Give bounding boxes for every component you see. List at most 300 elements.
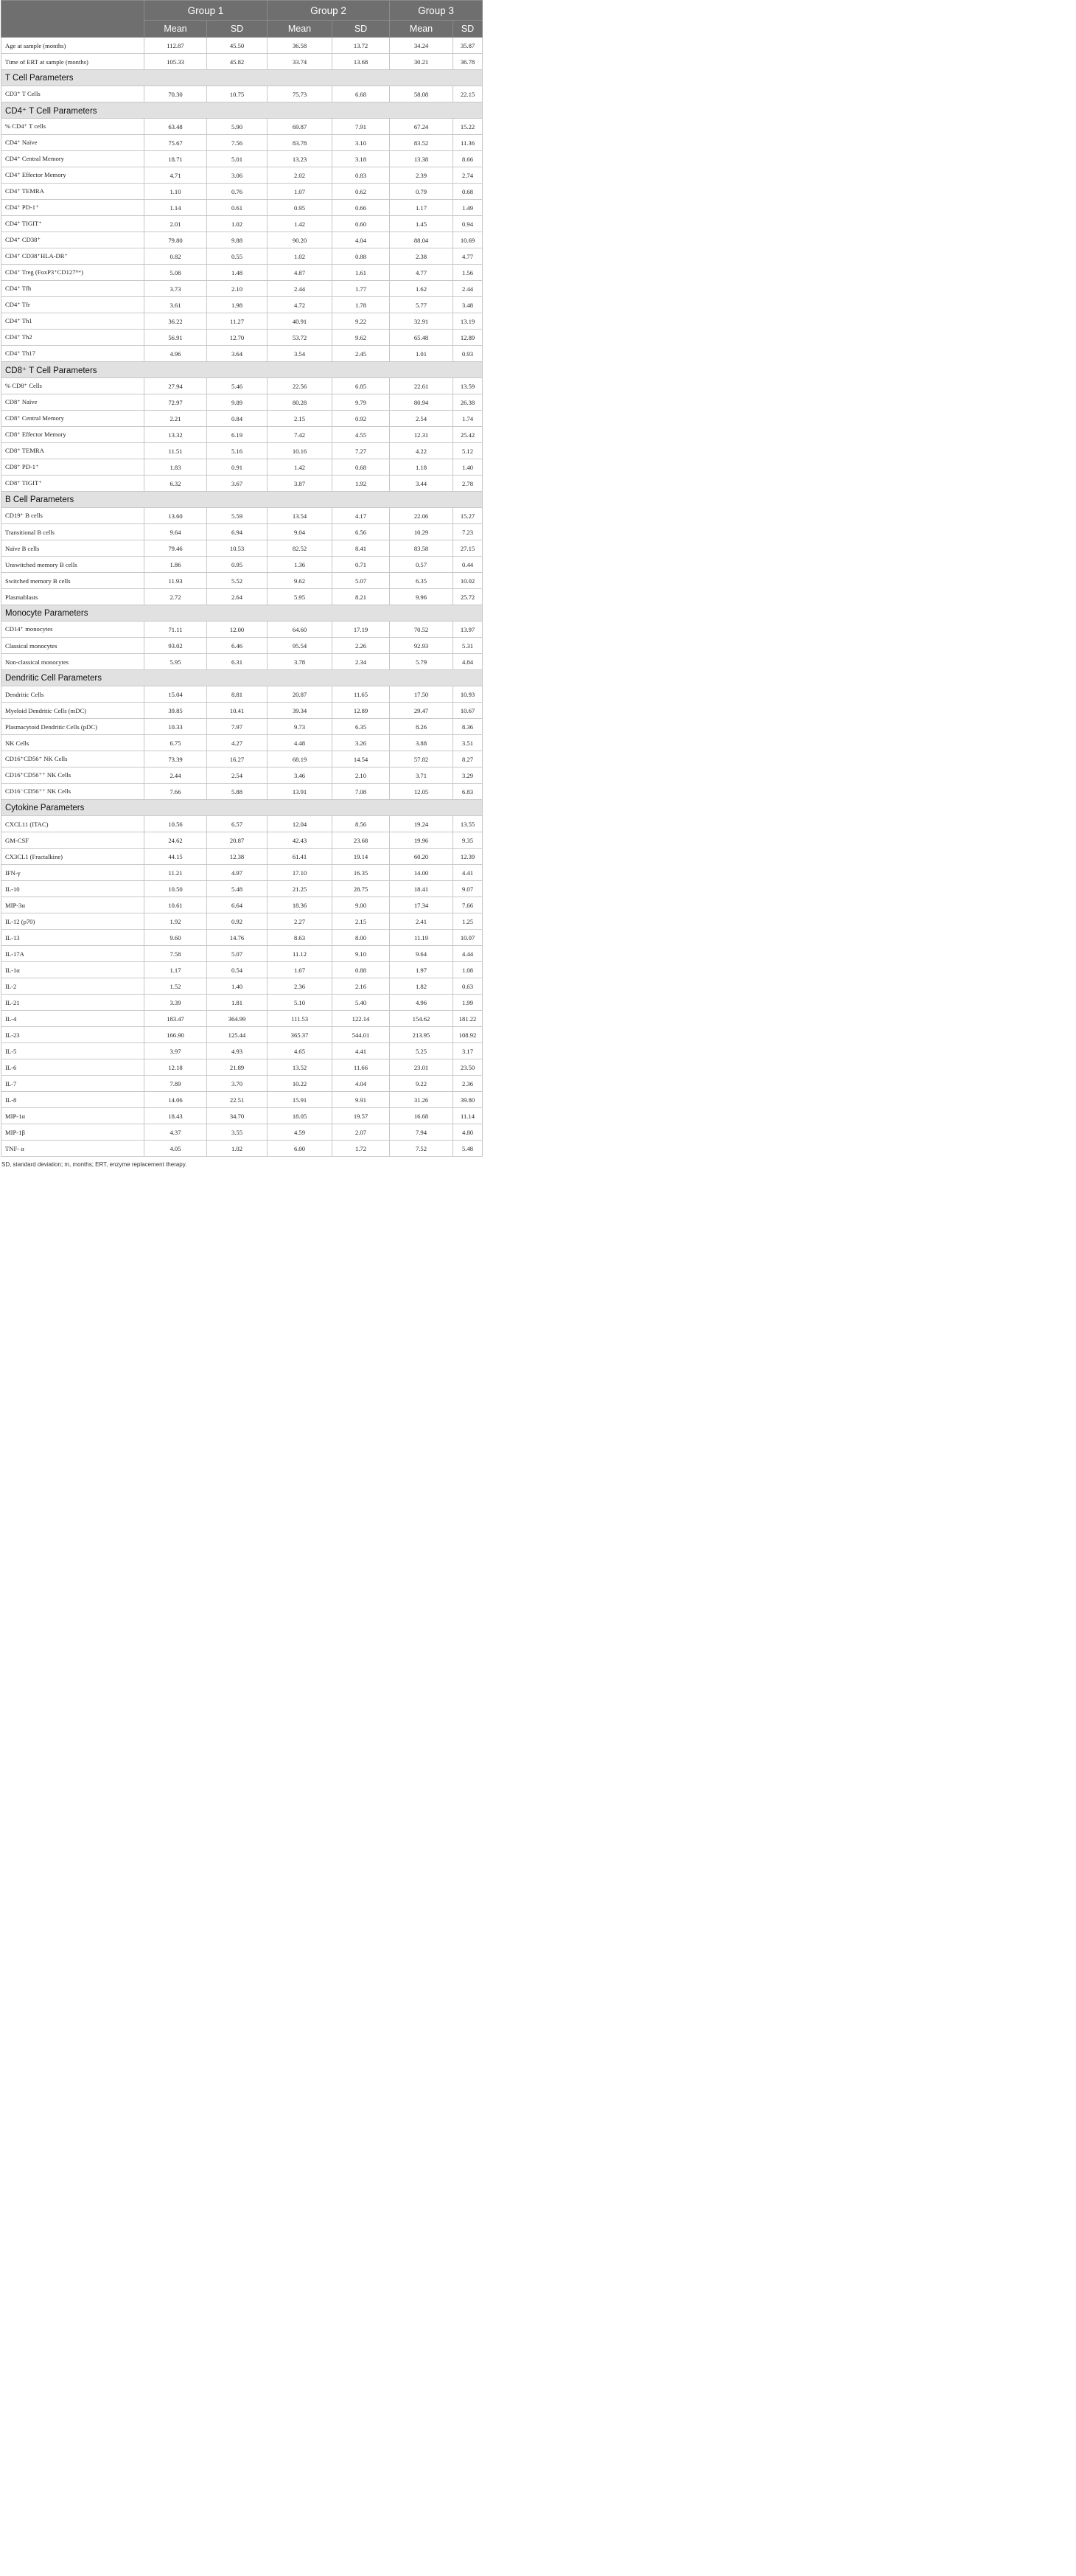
- sd-header: SD: [207, 21, 268, 38]
- sd-cell: 0.84: [207, 411, 268, 427]
- row-label: CD4⁺ Effector Memory: [1, 167, 144, 184]
- sd-cell: 2.78: [453, 476, 483, 492]
- sd-cell: 12.70: [207, 330, 268, 346]
- section-header-row: [1, 70, 483, 86]
- sd-cell: 0.60: [332, 216, 390, 232]
- mean-cell: 7.94: [390, 1124, 453, 1141]
- group-header-row: [1, 1, 483, 21]
- mean-cell: 15.04: [144, 686, 207, 703]
- table-footnote: SD, standard deviation; m, months; ERT, enzyme replacement therapy.: [1, 1161, 187, 1168]
- sd-cell: 1.56: [453, 265, 483, 281]
- sd-cell: 9.35: [453, 832, 483, 849]
- row-label: CD4⁺ CD38⁺: [1, 232, 144, 248]
- mean-cell: 13.60: [144, 508, 207, 524]
- sd-cell: 1.98: [207, 297, 268, 313]
- sd-cell: 19.57: [332, 1108, 390, 1124]
- row-label: CD3⁺ T Cells: [1, 86, 144, 102]
- sd-cell: 10.67: [453, 703, 483, 719]
- sd-cell: 8.41: [332, 540, 390, 557]
- sd-cell: 9.10: [332, 946, 390, 962]
- mean-cell: 83.58: [390, 540, 453, 557]
- row-label: IL-1α: [1, 962, 144, 978]
- sd-cell: 6.19: [207, 427, 268, 443]
- section-header-row: [1, 492, 483, 508]
- sd-cell: 3.06: [207, 167, 268, 184]
- mean-cell: 83.78: [268, 135, 332, 151]
- mean-cell: 5.10: [268, 995, 332, 1011]
- sd-cell: 5.48: [453, 1141, 483, 1157]
- mean-cell: 19.96: [390, 832, 453, 849]
- section-title: Monocyte Parameters: [1, 605, 483, 622]
- mean-cell: 4.22: [390, 443, 453, 459]
- mean-cell: 13.38: [390, 151, 453, 167]
- mean-cell: 18.43: [144, 1108, 207, 1124]
- mean-cell: 13.32: [144, 427, 207, 443]
- table-row: [1, 913, 483, 930]
- sd-cell: 45.82: [207, 54, 268, 70]
- row-label: CD16⁺CD56⁺⁺ NK Cells: [1, 767, 144, 784]
- mean-cell: 4.96: [144, 346, 207, 362]
- sd-cell: 5.88: [207, 784, 268, 800]
- sd-cell: 13.59: [453, 378, 483, 394]
- table-row: [1, 589, 483, 605]
- table-row: [1, 200, 483, 216]
- row-label: Unswitched memory B cells: [1, 557, 144, 573]
- sd-cell: 10.41: [207, 703, 268, 719]
- row-label: IL-8: [1, 1092, 144, 1108]
- mean-cell: 1.86: [144, 557, 207, 573]
- row-label: IFN-γ: [1, 865, 144, 881]
- mean-cell: 27.94: [144, 378, 207, 394]
- mean-cell: 6.35: [390, 573, 453, 589]
- sd-cell: 13.19: [453, 313, 483, 330]
- mean-cell: 1.83: [144, 459, 207, 476]
- sd-cell: 16.27: [207, 751, 268, 767]
- mean-cell: 1.67: [268, 962, 332, 978]
- table-row: [1, 995, 483, 1011]
- table-row: [1, 508, 483, 524]
- mean-cell: 1.52: [144, 978, 207, 995]
- mean-cell: 14.06: [144, 1092, 207, 1108]
- mean-cell: 4.37: [144, 1124, 207, 1141]
- sd-cell: 2.36: [453, 1076, 483, 1092]
- mean-cell: 183.47: [144, 1011, 207, 1027]
- mean-cell: 2.21: [144, 411, 207, 427]
- mean-cell: 57.82: [390, 751, 453, 767]
- sd-cell: 0.61: [207, 200, 268, 216]
- sd-cell: 14.76: [207, 930, 268, 946]
- sd-cell: 2.64: [207, 589, 268, 605]
- table-row: [1, 557, 483, 573]
- row-label: MIP-1β: [1, 1124, 144, 1141]
- sd-cell: 1.49: [453, 200, 483, 216]
- table-row: [1, 119, 483, 135]
- mean-cell: 75.67: [144, 135, 207, 151]
- sd-cell: 0.54: [207, 962, 268, 978]
- mean-cell: 11.12: [268, 946, 332, 962]
- mean-cell: 21.25: [268, 881, 332, 897]
- section-header-row: [1, 670, 483, 686]
- sd-cell: 5.07: [207, 946, 268, 962]
- mean-cell: 44.15: [144, 849, 207, 865]
- mean-cell: 12.04: [268, 816, 332, 832]
- sd-cell: 4.80: [453, 1124, 483, 1141]
- mean-cell: 111.53: [268, 1011, 332, 1027]
- mean-cell: 58.08: [390, 86, 453, 102]
- sd-cell: 7.27: [332, 443, 390, 459]
- row-label: NK Cells: [1, 735, 144, 751]
- sd-cell: 6.31: [207, 654, 268, 670]
- table-row: [1, 135, 483, 151]
- row-label: GM-CSF: [1, 832, 144, 849]
- mean-cell: 2.39: [390, 167, 453, 184]
- row-label: CD4⁺ TIGIT⁺: [1, 216, 144, 232]
- row-label: CD4⁺ Th2: [1, 330, 144, 346]
- mean-cell: 68.19: [268, 751, 332, 767]
- sd-cell: 12.89: [453, 330, 483, 346]
- sd-cell: 4.27: [207, 735, 268, 751]
- sd-cell: 3.67: [207, 476, 268, 492]
- mean-cell: 6.00: [268, 1141, 332, 1157]
- row-label: CD8⁺ Central Memory: [1, 411, 144, 427]
- table-row: [1, 962, 483, 978]
- mean-cell: 65.48: [390, 330, 453, 346]
- row-label: Myeloid Dendritic Cells (mDC): [1, 703, 144, 719]
- sd-cell: 11.65: [332, 686, 390, 703]
- section-header-row: [1, 362, 483, 378]
- table-row: [1, 38, 483, 54]
- section-header-row: [1, 605, 483, 622]
- mean-cell: 12.31: [390, 427, 453, 443]
- sd-cell: 13.55: [453, 816, 483, 832]
- mean-cell: 0.82: [144, 248, 207, 265]
- table-row: [1, 654, 483, 670]
- table-row: [1, 816, 483, 832]
- mean-cell: 1.14: [144, 200, 207, 216]
- mean-cell: 3.39: [144, 995, 207, 1011]
- sd-cell: 2.45: [332, 346, 390, 362]
- table-row: [1, 784, 483, 800]
- sd-cell: 1.92: [332, 476, 390, 492]
- row-label: IL-17A: [1, 946, 144, 962]
- row-label: CD4⁺ Th17: [1, 346, 144, 362]
- sd-cell: 6.56: [332, 524, 390, 540]
- row-label: Time of ERT at sample (months): [1, 54, 144, 70]
- sd-cell: 22.51: [207, 1092, 268, 1108]
- sd-cell: 2.34: [332, 654, 390, 670]
- mean-cell: 70.52: [390, 622, 453, 638]
- table-row: [1, 1027, 483, 1043]
- table-row: [1, 1059, 483, 1076]
- row-label: IL-6: [1, 1059, 144, 1076]
- mean-cell: 5.08: [144, 265, 207, 281]
- sd-cell: 34.70: [207, 1108, 268, 1124]
- mean-cell: 2.41: [390, 913, 453, 930]
- mean-cell: 9.60: [144, 930, 207, 946]
- mean-cell: 69.87: [268, 119, 332, 135]
- sd-cell: 27.15: [453, 540, 483, 557]
- mean-cell: 4.96: [390, 995, 453, 1011]
- mean-cell: 5.25: [390, 1043, 453, 1059]
- mean-cell: 67.24: [390, 119, 453, 135]
- sd-cell: 0.68: [453, 184, 483, 200]
- table-row: [1, 832, 483, 849]
- sd-cell: 5.59: [207, 508, 268, 524]
- mean-cell: 10.33: [144, 719, 207, 735]
- mean-cell: 1.01: [390, 346, 453, 362]
- sd-header: SD: [453, 21, 483, 38]
- sd-cell: 1.78: [332, 297, 390, 313]
- sd-cell: 11.36: [453, 135, 483, 151]
- sd-cell: 0.88: [332, 962, 390, 978]
- mean-cell: 0.57: [390, 557, 453, 573]
- sd-cell: 4.84: [453, 654, 483, 670]
- row-label: IL-12 (p70): [1, 913, 144, 930]
- sd-cell: 5.46: [207, 378, 268, 394]
- mean-cell: 36.58: [268, 38, 332, 54]
- mean-cell: 0.95: [268, 200, 332, 216]
- mean-cell: 80.94: [390, 394, 453, 411]
- sd-cell: 5.16: [207, 443, 268, 459]
- sd-cell: 1.74: [453, 411, 483, 427]
- row-label: CD4⁺ Th1: [1, 313, 144, 330]
- sd-cell: 13.68: [332, 54, 390, 70]
- mean-cell: 17.34: [390, 897, 453, 913]
- mean-cell: 82.52: [268, 540, 332, 557]
- mean-cell: 92.93: [390, 638, 453, 654]
- mean-cell: 1.42: [268, 216, 332, 232]
- table-row: [1, 946, 483, 962]
- sd-cell: 0.92: [207, 913, 268, 930]
- mean-cell: 5.77: [390, 297, 453, 313]
- row-label: MIP-1α: [1, 1108, 144, 1124]
- mean-cell: 11.21: [144, 865, 207, 881]
- row-label: CD8⁺ TIGIT⁺: [1, 476, 144, 492]
- table-row: [1, 881, 483, 897]
- sd-cell: 4.41: [332, 1043, 390, 1059]
- sd-cell: 6.46: [207, 638, 268, 654]
- sd-cell: 108.92: [453, 1027, 483, 1043]
- sd-cell: 6.64: [207, 897, 268, 913]
- table-row: [1, 1141, 483, 1157]
- sd-cell: 23.68: [332, 832, 390, 849]
- table-row: [1, 638, 483, 654]
- mean-cell: 72.97: [144, 394, 207, 411]
- mean-cell: 1.18: [390, 459, 453, 476]
- sd-cell: 1.25: [453, 913, 483, 930]
- mean-cell: 8.26: [390, 719, 453, 735]
- sd-cell: 4.97: [207, 865, 268, 881]
- mean-cell: 9.64: [144, 524, 207, 540]
- sd-cell: 2.10: [332, 767, 390, 784]
- mean-cell: 13.52: [268, 1059, 332, 1076]
- sd-cell: 2.74: [453, 167, 483, 184]
- sd-cell: 8.21: [332, 589, 390, 605]
- sd-cell: 9.91: [332, 1092, 390, 1108]
- sd-cell: 364.99: [207, 1011, 268, 1027]
- table-row: [1, 86, 483, 102]
- mean-cell: 88.04: [390, 232, 453, 248]
- sd-cell: 11.66: [332, 1059, 390, 1076]
- sd-cell: 3.17: [453, 1043, 483, 1059]
- sd-cell: 35.87: [453, 38, 483, 54]
- sd-cell: 1.02: [207, 1141, 268, 1157]
- sd-cell: 3.51: [453, 735, 483, 751]
- mean-cell: 1.17: [390, 200, 453, 216]
- sd-cell: 544.01: [332, 1027, 390, 1043]
- mean-cell: 2.27: [268, 913, 332, 930]
- mean-cell: 24.62: [144, 832, 207, 849]
- table-row: [1, 897, 483, 913]
- sd-cell: 7.91: [332, 119, 390, 135]
- sd-cell: 2.07: [332, 1124, 390, 1141]
- mean-cell: 64.60: [268, 622, 332, 638]
- mean-cell: 70.30: [144, 86, 207, 102]
- sd-cell: 2.16: [332, 978, 390, 995]
- sd-cell: 0.83: [332, 167, 390, 184]
- mean-cell: 10.61: [144, 897, 207, 913]
- row-label: CD4⁺ PD-1⁺: [1, 200, 144, 216]
- sd-cell: 25.42: [453, 427, 483, 443]
- table-row: [1, 1011, 483, 1027]
- sd-cell: 10.02: [453, 573, 483, 589]
- row-label: Naïve B cells: [1, 540, 144, 557]
- sd-cell: 4.04: [332, 1076, 390, 1092]
- mean-cell: 12.05: [390, 784, 453, 800]
- row-label: Dendritic Cells: [1, 686, 144, 703]
- mean-cell: 32.91: [390, 313, 453, 330]
- sd-cell: 0.76: [207, 184, 268, 200]
- sd-cell: 6.57: [207, 816, 268, 832]
- sd-cell: 1.77: [332, 281, 390, 297]
- mean-cell: 11.51: [144, 443, 207, 459]
- mean-cell: 2.01: [144, 216, 207, 232]
- mean-cell: 79.80: [144, 232, 207, 248]
- mean-cell: 1.17: [144, 962, 207, 978]
- sd-cell: 5.12: [453, 443, 483, 459]
- row-label: CD4⁺ Tfr: [1, 297, 144, 313]
- mean-cell: 3.78: [268, 654, 332, 670]
- sd-cell: 4.44: [453, 946, 483, 962]
- group-3-header: Group 3: [390, 1, 483, 21]
- data-table: [1, 0, 483, 1157]
- row-label: CD4⁺ CD38⁺HLA-DR⁺: [1, 248, 144, 265]
- mean-cell: 63.48: [144, 119, 207, 135]
- sd-cell: 0.91: [207, 459, 268, 476]
- mean-cell: 0.79: [390, 184, 453, 200]
- mean-cell: 1.82: [390, 978, 453, 995]
- row-label: % CD4⁺ T cells: [1, 119, 144, 135]
- mean-cell: 5.79: [390, 654, 453, 670]
- row-label: IL-2: [1, 978, 144, 995]
- sd-cell: 0.93: [453, 346, 483, 362]
- sd-cell: 10.53: [207, 540, 268, 557]
- mean-cell: 4.71: [144, 167, 207, 184]
- sd-cell: 12.89: [332, 703, 390, 719]
- sd-cell: 26.38: [453, 394, 483, 411]
- table-row: [1, 1043, 483, 1059]
- mean-cell: 4.77: [390, 265, 453, 281]
- row-label: Plasmacytoid Dendritic Cells (pDC): [1, 719, 144, 735]
- mean-cell: 18.36: [268, 897, 332, 913]
- mean-cell: 1.92: [144, 913, 207, 930]
- mean-cell: 3.87: [268, 476, 332, 492]
- sd-cell: 6.35: [332, 719, 390, 735]
- sd-cell: 0.71: [332, 557, 390, 573]
- sd-cell: 4.04: [332, 232, 390, 248]
- mean-cell: 18.41: [390, 881, 453, 897]
- mean-cell: 31.26: [390, 1092, 453, 1108]
- mean-cell: 112.87: [144, 38, 207, 54]
- sd-cell: 6.94: [207, 524, 268, 540]
- mean-cell: 33.74: [268, 54, 332, 70]
- row-label: IL-5: [1, 1043, 144, 1059]
- row-label: CD8⁺ Effector Memory: [1, 427, 144, 443]
- sd-cell: 12.38: [207, 849, 268, 865]
- mean-cell: 1.45: [390, 216, 453, 232]
- mean-cell: 1.10: [144, 184, 207, 200]
- sd-cell: 36.78: [453, 54, 483, 70]
- table-row: [1, 573, 483, 589]
- mean-cell: 18.05: [268, 1108, 332, 1124]
- mean-cell: 2.54: [390, 411, 453, 427]
- section-title: Dendritic Cell Parameters: [1, 670, 483, 686]
- mean-cell: 18.71: [144, 151, 207, 167]
- mean-cell: 6.75: [144, 735, 207, 751]
- mean-cell: 3.88: [390, 735, 453, 751]
- row-label: CD8⁺ Naïve: [1, 394, 144, 411]
- sd-cell: 5.40: [332, 995, 390, 1011]
- sd-cell: 125.44: [207, 1027, 268, 1043]
- sd-cell: 1.48: [207, 265, 268, 281]
- mean-cell: 4.59: [268, 1124, 332, 1141]
- sd-cell: 9.89: [207, 394, 268, 411]
- sd-cell: 8.36: [453, 719, 483, 735]
- mean-cell: 71.11: [144, 622, 207, 638]
- sd-cell: 45.50: [207, 38, 268, 54]
- table-row: [1, 686, 483, 703]
- row-label: Classical monocytes: [1, 638, 144, 654]
- table-row: [1, 1124, 483, 1141]
- mean-cell: 14.00: [390, 865, 453, 881]
- mean-cell: 30.21: [390, 54, 453, 70]
- sd-cell: 5.52: [207, 573, 268, 589]
- mean-cell: 40.91: [268, 313, 332, 330]
- sd-cell: 7.97: [207, 719, 268, 735]
- sd-cell: 5.48: [207, 881, 268, 897]
- row-label: CXCL11 (ITAC): [1, 816, 144, 832]
- mean-header: Mean: [144, 21, 207, 38]
- sd-cell: 1.72: [332, 1141, 390, 1157]
- sd-cell: 16.35: [332, 865, 390, 881]
- row-label: IL-10: [1, 881, 144, 897]
- table-row: [1, 719, 483, 735]
- sd-cell: 4.41: [453, 865, 483, 881]
- sd-cell: 7.08: [332, 784, 390, 800]
- sd-cell: 9.88: [207, 232, 268, 248]
- sd-cell: 39.80: [453, 1092, 483, 1108]
- table-row: [1, 459, 483, 476]
- sd-cell: 6.83: [453, 784, 483, 800]
- table-row: [1, 735, 483, 751]
- table-row: [1, 167, 483, 184]
- sd-cell: 122.14: [332, 1011, 390, 1027]
- sd-cell: 2.26: [332, 638, 390, 654]
- mean-cell: 2.44: [144, 767, 207, 784]
- sd-cell: 3.18: [332, 151, 390, 167]
- sd-cell: 13.72: [332, 38, 390, 54]
- sd-cell: 1.40: [207, 978, 268, 995]
